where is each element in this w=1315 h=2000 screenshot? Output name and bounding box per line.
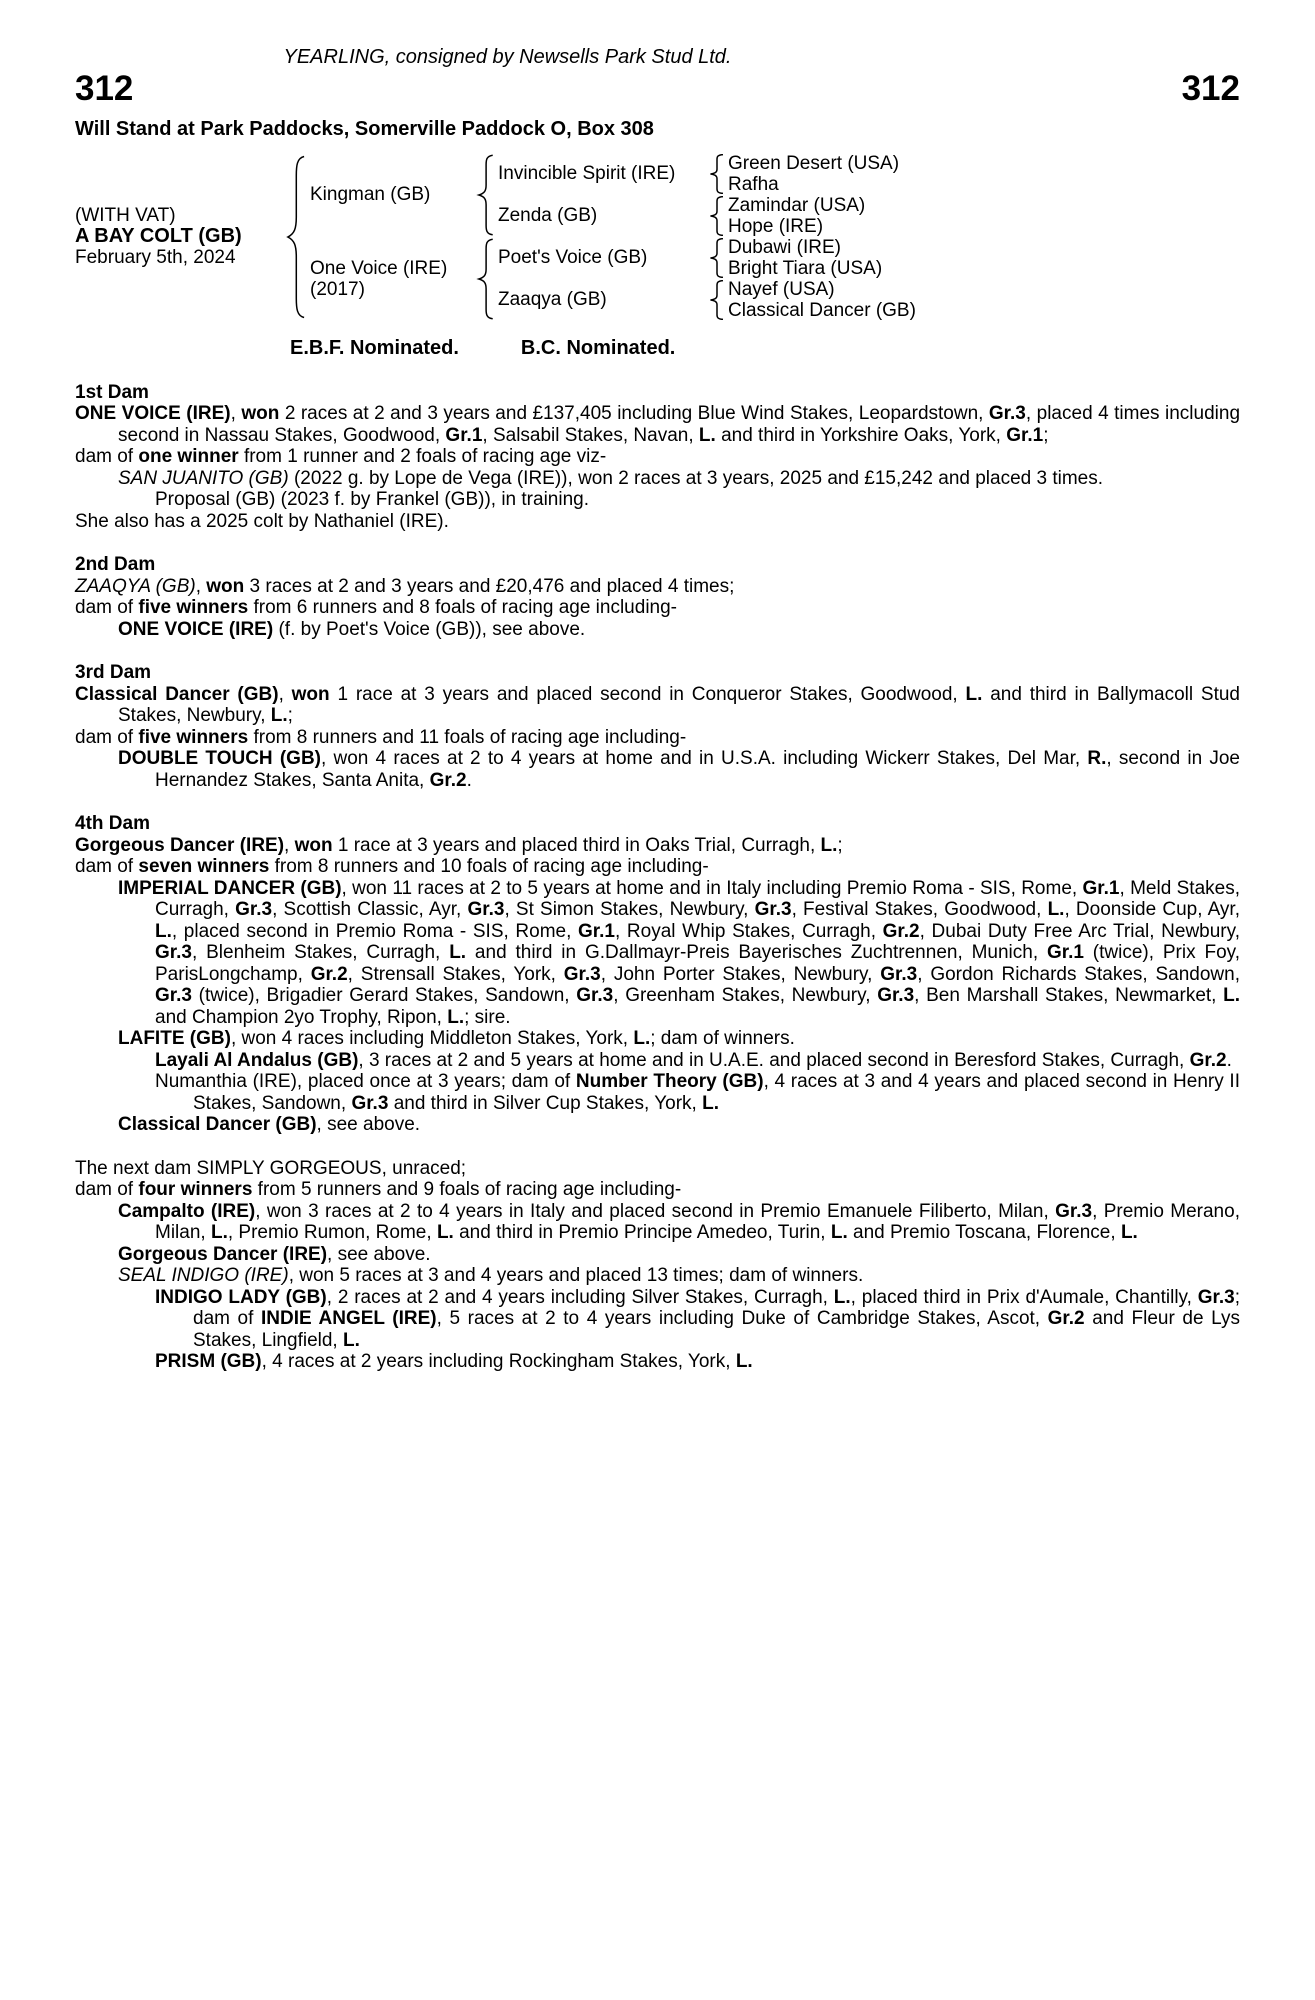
dam-name-block	[310, 237, 472, 321]
text-segment: Gorgeous Dancer (IRE)	[75, 834, 285, 856]
brace-dam-icon	[472, 237, 498, 321]
great-grandparent-name: Rafha	[728, 173, 779, 195]
brace-small-icon	[704, 195, 728, 237]
text-segment: ; sire.	[464, 1006, 511, 1028]
text-segment: from 1 runner and 2 foals of racing age viz-	[238, 446, 607, 468]
text-segment: L.	[449, 942, 467, 964]
vat-note: (WITH VAT)	[75, 205, 176, 227]
text-segment: .	[466, 769, 472, 791]
text-segment: , John Porter Stakes, Newbury,	[600, 963, 881, 985]
catalogue-paragraph	[75, 684, 1240, 727]
dam-section-heading: 4th Dam	[75, 813, 150, 835]
foal-date: February 5th, 2024	[75, 247, 236, 269]
text-segment: , placed 4 times including second in Nassau Stakes, Goodwood,	[118, 403, 1241, 446]
brace-small-icon	[704, 153, 728, 195]
text-segment: , second in Joe Hernandez Stakes, Santa Anita,	[155, 748, 1240, 791]
text-segment: , Doonside Cup, Ayr,	[1064, 899, 1240, 921]
text-segment: ;	[837, 834, 843, 856]
text-segment: .	[1226, 1049, 1232, 1071]
text-segment: and third in Silver Cup Stakes, York,	[388, 1092, 703, 1114]
text-segment: , Festival Stakes, Goodwood,	[791, 899, 1048, 921]
text-segment: , St Simon Stakes, Newbury,	[504, 899, 755, 921]
dam-section-heading: 2nd Dam	[75, 554, 156, 576]
nominations-row	[75, 337, 1240, 360]
text-segment: Gr.3	[563, 963, 601, 985]
catalogue-paragraph	[75, 878, 1240, 1029]
text-segment: and third in Yorkshire Oaks, York,	[715, 424, 1007, 446]
text-segment: dam of	[75, 1179, 139, 1201]
text-segment: , won 5 races at 3 and 4 years and placed 13 times; dam of winners.	[288, 1265, 864, 1287]
text-segment: Gr.2	[310, 963, 348, 985]
catalogue-paragraph	[75, 511, 1240, 533]
brace-sire-icon	[472, 153, 498, 237]
catalogue-paragraph	[75, 403, 1240, 446]
text-segment: won	[294, 834, 333, 856]
text-segment: , Blenheim Stakes, Curragh,	[191, 942, 450, 964]
pedigree-table	[75, 153, 1240, 321]
text-segment: four winners	[138, 1179, 253, 1201]
text-segment: Gr.3	[1197, 1286, 1235, 1308]
text-segment: L.	[447, 1006, 465, 1028]
text-segment: Gr.3	[351, 1092, 389, 1114]
text-segment: , see above.	[327, 1243, 431, 1265]
text-segment: and third in Ballymacoll Stud Stakes, Newbury,	[118, 683, 1241, 727]
dam-year: (2017)	[310, 278, 365, 300]
text-segment: Numanthia (IRE), placed once at 3 years; dam of	[155, 1071, 576, 1093]
lot-number-left: 312	[75, 69, 134, 108]
text-segment: The next dam SIMPLY GORGEOUS, unraced;	[75, 1157, 467, 1179]
text-segment: L.	[820, 834, 838, 856]
catalogue-paragraph	[75, 1287, 1240, 1352]
catalogue-body	[75, 382, 1240, 1373]
text-segment: L.	[342, 1329, 360, 1351]
text-segment: ZAAQYA (GB)	[75, 575, 196, 597]
lot-number-right: 312	[1181, 69, 1240, 108]
text-segment: Gr.2	[1047, 1308, 1085, 1330]
text-segment: Gr.3	[467, 899, 505, 921]
text-segment: , won 4 races at 2 to 4 years at home and in U.S.A. including Wickerr Stakes, Del Mar,	[321, 748, 1088, 770]
text-segment: and third in Premio Principe Amedeo, Turin,	[453, 1222, 831, 1244]
text-segment: ONE VOICE (IRE)	[118, 618, 274, 640]
text-segment: , 4 races at 3 and 4 years and placed second in Henry II Stakes, Sandown,	[193, 1071, 1240, 1114]
text-segment: and third in G.Dallmayr-Preis Bayerisches Zuchtrennen, Munich,	[466, 942, 1047, 964]
text-segment: dam of	[75, 597, 139, 619]
text-segment: Gr.3	[877, 985, 915, 1007]
text-segment: from 6 runners and 8 foals of racing age including-	[248, 597, 678, 619]
dam-section-heading: 3rd Dam	[75, 662, 152, 684]
dam-name: One Voice (IRE)	[310, 257, 448, 279]
text-segment: Gr.3	[235, 899, 273, 921]
text-segment: IMPERIAL DANCER (GB)	[118, 877, 342, 899]
catalogue-paragraph	[75, 446, 1240, 468]
text-segment: , Strensall Stakes, York,	[347, 963, 564, 985]
text-segment: ,	[195, 575, 207, 597]
text-segment: L.	[1120, 1222, 1138, 1244]
text-segment: , Salsabil Stakes, Navan,	[482, 424, 699, 446]
text-segment: , Premio Merano, Milan,	[155, 1200, 1240, 1244]
text-segment: and Fleur de Lys Stakes, Lingfield,	[193, 1308, 1240, 1351]
text-segment: Gr.1	[445, 424, 483, 446]
text-segment: R.	[1087, 748, 1107, 770]
catalogue-paragraph	[75, 748, 1240, 791]
lot-number-row	[75, 71, 1240, 108]
text-segment: , Scottish Classic, Ayr,	[272, 899, 468, 921]
catalogue-paragraph	[75, 1265, 1240, 1287]
text-segment: ; dam of winners.	[650, 1028, 795, 1050]
great-grandparent-name: Dubawi (IRE)	[728, 236, 841, 258]
text-segment: Gr.1	[1046, 942, 1084, 964]
text-segment: won	[291, 683, 330, 705]
text-segment: Number Theory (GB)	[575, 1071, 764, 1093]
catalogue-paragraph	[75, 1201, 1240, 1244]
text-segment: ;	[287, 705, 293, 727]
text-segment: INDIGO LADY (GB)	[155, 1286, 327, 1308]
text-segment: 1 race at 3 years and placed third in Oaks Trial, Curragh,	[332, 834, 821, 856]
stand-location-line: Will Stand at Park Paddocks, Somerville Paddock O, Box 308	[75, 117, 654, 140]
text-segment: won	[206, 575, 245, 597]
text-segment: seven winners	[138, 856, 270, 878]
dam-section	[75, 554, 1240, 640]
catalogue-paragraph	[75, 727, 1240, 749]
text-segment: one winner	[138, 446, 239, 468]
text-segment: , placed third in Prix d'Aumale, Chantilly,	[850, 1286, 1198, 1308]
text-segment: Gr.3	[155, 942, 192, 964]
text-segment: Gr.3	[155, 985, 192, 1007]
text-segment: SAN JUANITO (GB)	[118, 467, 289, 489]
dam-section	[75, 662, 1240, 791]
catalogue-paragraph	[75, 576, 1240, 598]
text-segment: L.	[155, 920, 172, 942]
text-segment: and Premio Toscana, Florence,	[847, 1222, 1121, 1244]
text-segment: five winners	[138, 597, 249, 619]
text-segment: L.	[698, 424, 716, 446]
text-segment: , Royal Whip Stakes, Curragh,	[615, 920, 883, 942]
text-segment: won	[241, 403, 280, 425]
text-segment: Gorgeous Dancer (IRE)	[118, 1243, 328, 1265]
grandparent-name: Invincible Spirit (IRE)	[498, 163, 676, 185]
text-segment: from 8 runners and 10 foals of racing age including-	[269, 856, 709, 878]
text-segment: LAFITE (GB)	[118, 1028, 231, 1050]
text-segment: , won 11 races at 2 to 5 years at home and in Italy including Premio Roma - SIS, Rome,	[341, 877, 1083, 899]
ebf-nominated-label: E.B.F. Nominated.	[290, 336, 459, 359]
dam-section	[75, 382, 1240, 533]
catalogue-paragraph	[75, 1050, 1240, 1072]
text-segment: Layali Al Andalus (GB)	[155, 1049, 359, 1071]
great-grandparent-name: Zamindar (USA)	[728, 194, 866, 216]
great-grandparent-name: Green Desert (USA)	[728, 152, 900, 174]
text-segment: ,	[284, 834, 295, 856]
text-segment: Gr.3	[988, 403, 1026, 425]
text-segment: L.	[270, 705, 288, 727]
text-segment: , 4 races at 2 years including Rockingham Stakes, York,	[261, 1351, 736, 1373]
text-segment: L.	[210, 1222, 228, 1244]
text-segment: five winners	[138, 726, 249, 748]
colt-name: A BAY COLT (GB)	[75, 225, 242, 248]
text-segment: L.	[436, 1222, 454, 1244]
text-segment: L.	[1223, 985, 1241, 1007]
text-segment: Gr.2	[882, 920, 920, 942]
text-segment: L.	[735, 1351, 753, 1373]
text-segment: L.	[633, 1028, 651, 1050]
text-segment: L.	[833, 1286, 851, 1308]
text-segment: ; dam of	[193, 1286, 1240, 1330]
catalogue-paragraph	[75, 1158, 1240, 1180]
text-segment: Gr.2	[1189, 1049, 1227, 1071]
text-segment: from 8 runners and 11 foals of racing age including-	[248, 726, 687, 748]
text-segment: INDIE ANGEL (IRE)	[260, 1308, 437, 1330]
text-segment: Classical Dancer (GB)	[118, 1114, 317, 1136]
text-segment: Gr.3	[1055, 1200, 1093, 1222]
brace-main-icon	[280, 153, 310, 321]
grandparent-name: Zaaqya (GB)	[498, 289, 607, 311]
catalogue-paragraph	[75, 1114, 1240, 1136]
text-segment: Proposal (GB) (2023 f. by Frankel (GB)), in training.	[155, 489, 589, 511]
text-segment: , Ben Marshall Stakes, Newmarket,	[914, 985, 1224, 1007]
text-segment: ,	[230, 403, 242, 425]
dam-section	[75, 1158, 1240, 1373]
brace-small-icon	[704, 237, 728, 279]
text-segment: 3 races at 2 and 3 years and £20,476 and placed 4 times;	[244, 575, 735, 597]
text-segment: , see above.	[316, 1114, 421, 1136]
text-segment: Gr.2	[429, 769, 467, 791]
catalogue-paragraph	[75, 597, 1240, 619]
text-segment: L.	[702, 1092, 719, 1114]
great-grandparent-name: Classical Dancer (GB)	[728, 299, 916, 321]
text-segment: dam of	[75, 856, 139, 878]
dam-section	[75, 813, 1240, 1136]
text-segment: Gr.1	[578, 920, 616, 942]
text-segment: PRISM (GB)	[155, 1351, 262, 1373]
text-segment: , Meld Stakes, Curragh,	[155, 877, 1240, 921]
text-segment: Campalto (IRE)	[118, 1200, 256, 1222]
brace-small-icon	[704, 279, 728, 321]
text-segment: dam of	[75, 726, 139, 748]
text-segment: dam of	[75, 446, 139, 468]
text-segment: , won 3 races at 2 to 4 years in Italy and placed second in Premio Emanuele Filiberto, Milan,	[255, 1200, 1056, 1222]
text-segment: (f. by Poet's Voice (GB)), see above.	[273, 618, 586, 640]
text-segment: , placed second in Premio Roma - SIS, Rome,	[171, 920, 579, 942]
text-segment: Gr.1	[1082, 877, 1120, 899]
text-segment: SEAL INDIGO (IRE)	[118, 1265, 289, 1287]
text-segment: (twice), Prix Foy, ParisLongchamp,	[155, 942, 1241, 985]
catalogue-paragraph	[75, 1244, 1240, 1266]
consignor-line: YEARLING, consigned by Newsells Park Stud Ltd.	[283, 46, 732, 68]
great-grandparent-name: Nayef (USA)	[728, 278, 835, 300]
text-segment: Gr.3	[880, 963, 918, 985]
colt-info	[75, 205, 280, 268]
bc-nominated-label: B.C. Nominated.	[520, 336, 676, 359]
text-segment: 1 race at 3 years and placed second in Conqueror Stakes, Goodwood,	[329, 683, 966, 705]
great-grandparent-name: Hope (IRE)	[728, 215, 824, 237]
text-segment: and Champion 2yo Trophy, Ripon,	[155, 1006, 448, 1028]
text-segment: L.	[830, 1222, 848, 1244]
grandparent-name: Zenda (GB)	[498, 205, 598, 227]
text-segment: L.	[965, 683, 983, 705]
catalogue-paragraph	[75, 1179, 1240, 1201]
catalogue-paragraph	[75, 856, 1240, 878]
text-segment: , 5 races at 2 to 4 years including Duke of Cambridge Stakes, Ascot,	[436, 1308, 1048, 1330]
text-segment: 2 races at 2 and 3 years and £137,405 including Blue Wind Stakes, Leopardstown,	[279, 403, 989, 425]
dam-section-heading: 1st Dam	[75, 381, 149, 403]
text-segment: DOUBLE TOUCH (GB)	[118, 748, 321, 770]
text-segment: Classical Dancer (GB)	[75, 683, 279, 705]
text-segment: , Dubai Duty Free Arc Trial, Newbury,	[919, 920, 1240, 942]
text-segment: , 3 races at 2 and 5 years at home and in U.A.E. and placed second in Beresford Stakes, Curragh,	[358, 1049, 1190, 1071]
text-segment: She also has a 2025 colt by Nathaniel (IRE).	[75, 510, 449, 532]
text-segment: L.	[1047, 899, 1065, 921]
text-segment: (twice), Brigadier Gerard Stakes, Sandown,	[191, 985, 577, 1007]
text-segment: , won 4 races including Middleton Stakes, York,	[230, 1028, 634, 1050]
text-segment: ;	[1043, 424, 1049, 446]
text-segment: ,	[278, 683, 292, 705]
text-segment: Gr.3	[754, 899, 792, 921]
catalogue-paragraph	[75, 1071, 1240, 1114]
grandparent-name: Poet's Voice (GB)	[498, 247, 648, 269]
text-segment: ONE VOICE (IRE)	[75, 403, 231, 425]
catalogue-paragraph	[75, 489, 1240, 511]
catalogue-paragraph	[75, 1351, 1240, 1373]
text-segment: Gr.1	[1006, 424, 1044, 446]
catalogue-paragraph	[75, 835, 1240, 857]
text-segment: from 5 runners and 9 foals of racing age including-	[252, 1179, 682, 1201]
text-segment: , Greenham Stakes, Newbury,	[613, 985, 878, 1007]
catalogue-paragraph	[75, 1028, 1240, 1050]
great-grandparent-name: Bright Tiara (USA)	[728, 257, 883, 279]
sire-name: Kingman (GB)	[310, 184, 431, 206]
text-segment: (2022 g. by Lope de Vega (IRE)), won 2 races at 3 years, 2025 and £15,242 and placed 3 times.	[288, 467, 1104, 489]
text-segment: Gr.3	[576, 985, 614, 1007]
catalogue-paragraph	[75, 468, 1240, 490]
catalogue-paragraph	[75, 619, 1240, 641]
text-segment: , Premio Rumon, Rome,	[227, 1222, 437, 1244]
text-segment: , Gordon Richards Stakes, Sandown,	[917, 963, 1240, 985]
text-segment: , 2 races at 2 and 4 years including Silver Stakes, Curragh,	[326, 1286, 834, 1308]
